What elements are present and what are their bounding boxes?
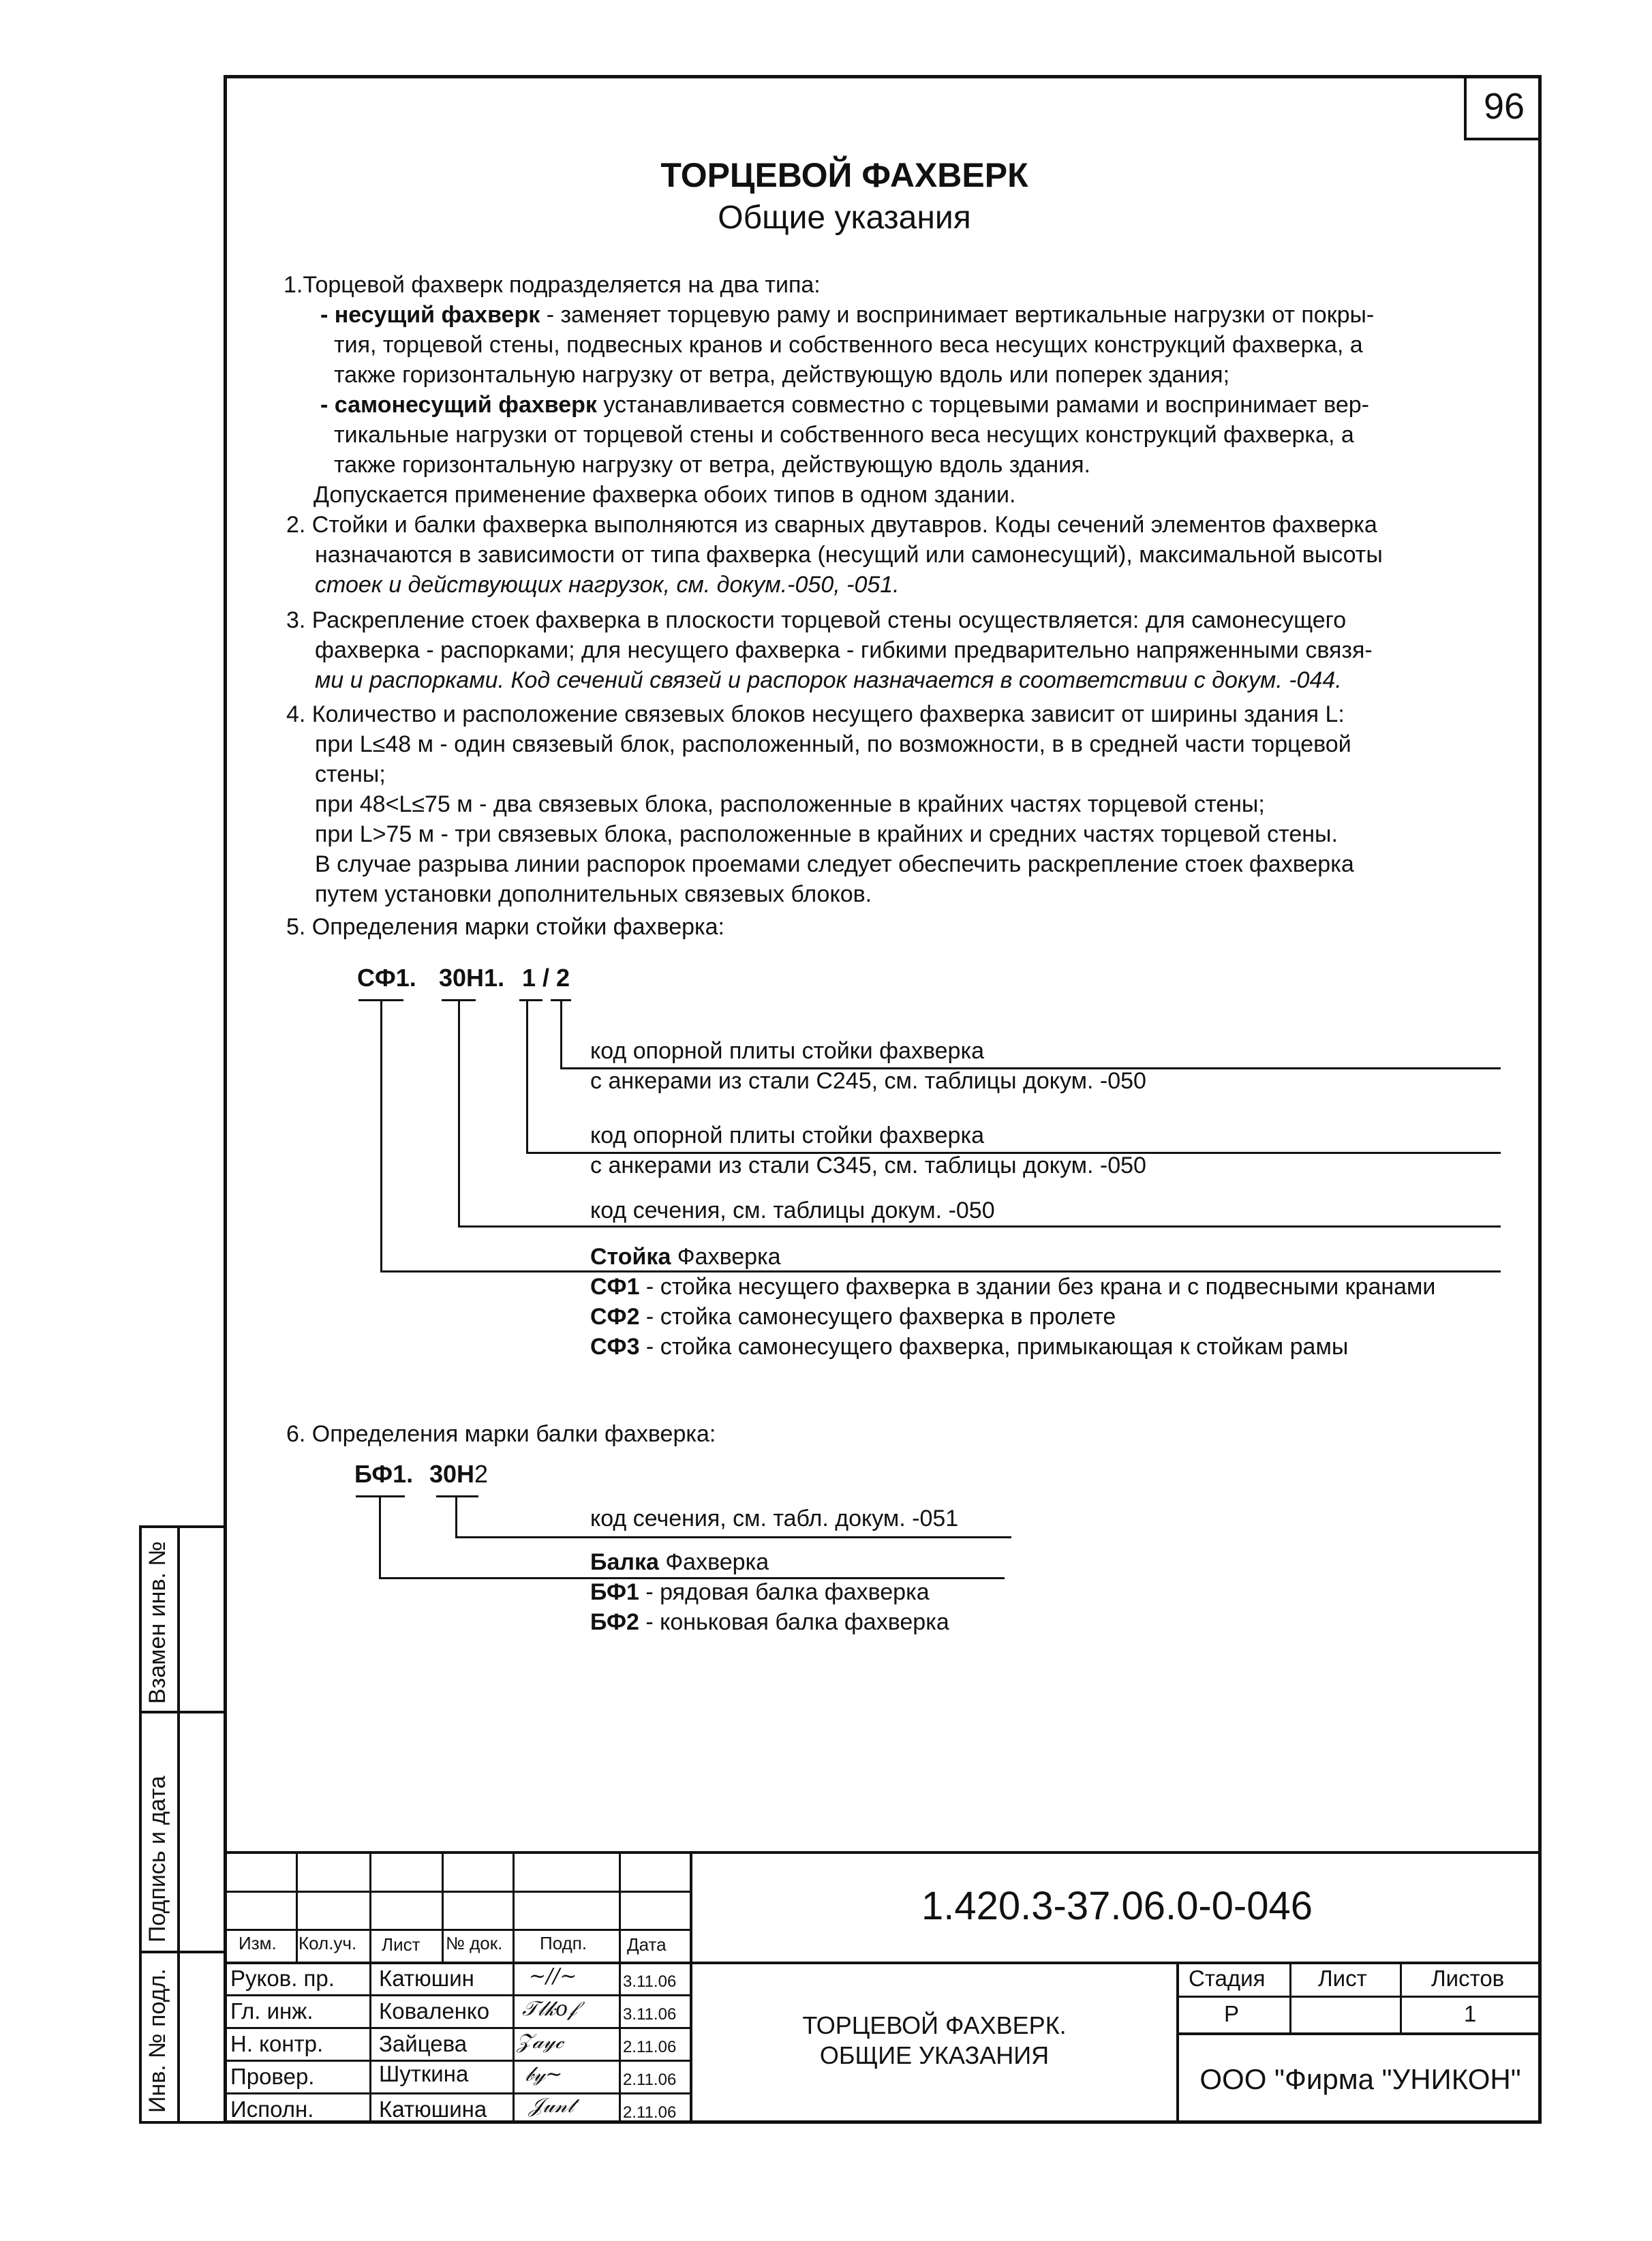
tb-row1-name: Катюшин — [379, 1966, 474, 1991]
tick-1 — [519, 999, 542, 1001]
beam-type-2-text: - коньковая балка фахверка — [639, 1609, 949, 1635]
doc-name — [692, 2011, 1176, 2071]
tb-v-izm — [296, 1851, 298, 1963]
p4-line2: при L≤48 м - один связевый блок, расположенный, по возможности, в в средней части торцевой — [315, 731, 1351, 757]
tb-row3-role: Н. контр. — [230, 2031, 324, 2056]
tb-row2-name: Коваленко — [379, 1998, 490, 2024]
p1-b-line2: тикальные нагрузки от торцевой стены и собственного веса несущих конструкций фахверка, а — [334, 422, 1354, 448]
doc-code: 1.420.3-37.06.0-0-046 — [921, 1884, 1313, 1928]
column-type-2-text: - стойка самонесущего фахверка в пролете — [639, 1304, 1116, 1330]
margin-replace-inv: Взамен инв. № — [144, 1541, 170, 1704]
column-type-1 — [590, 1272, 1435, 1302]
leader-plate1 — [560, 999, 562, 1069]
leader-section — [458, 999, 460, 1227]
p1-a-line2: тия, торцевой стены, подвесных кранов и собственного веса несущих конструкций фахверка, а — [334, 332, 1363, 358]
tb-row5-role: Исполн. — [230, 2097, 314, 2122]
tb-row4-role: Провер. — [230, 2064, 315, 2089]
margin-divider-2 — [139, 1951, 226, 1953]
tb-h-r4 — [224, 2092, 691, 2094]
margin-divider-1 — [139, 1711, 226, 1713]
tb-row5-name: Катюшина — [379, 2097, 487, 2122]
beam-type-title — [590, 1547, 769, 1577]
beam-type-title-b: Фахверка — [658, 1549, 769, 1575]
beam-mark-part2a: 30Н — [429, 1460, 475, 1488]
beam-leader-section — [455, 1495, 457, 1538]
p4-line6: В случае разрыва линии распорок проемами следует обеспечить раскрепление стоек фахверка — [315, 851, 1354, 877]
leader-type — [380, 999, 382, 1272]
beam-type-2 — [590, 1607, 949, 1637]
beam-section-code-line: код сечения, см. табл. докум. -051 — [590, 1506, 959, 1531]
beam-line-section — [455, 1536, 1011, 1538]
tb-h-stage — [1176, 1996, 1542, 1998]
tb-sheets-value: 1 — [1464, 2001, 1477, 2026]
p3-line2: фахверка - распорками; для несущего фахверка - гибкими предварительно напряженными связя- — [315, 637, 1373, 663]
beam-leader-type — [379, 1495, 381, 1579]
p1-intro: 1.Торцевой фахверк подразделяется на два типа: — [284, 272, 821, 298]
beam-mark-part2 — [429, 1460, 488, 1489]
p6-heading: 6. Определения марки балки фахверка: — [286, 1421, 716, 1447]
tb-header-list: Лист — [382, 1934, 420, 1955]
leader-plate2 — [526, 999, 528, 1153]
p2-line1: 2. Стойки и балки фахверка выполняются из сварных двутавров. Коды сечений элементов фахверка — [286, 512, 1377, 538]
p1-a-line1 — [320, 300, 1374, 330]
tb-row1-signature: ~∕∕~ — [529, 1964, 577, 1988]
tb-h-1 — [224, 1891, 691, 1893]
tb-row1-date: 3.11.06 — [623, 1972, 677, 1991]
tb-header-data: Дата — [627, 1934, 667, 1955]
tb-row3-signature: 𝒵𝒶𝓎𝒸 — [517, 2030, 564, 2054]
tb-row2-signature: 𝒯𝓁𝓀𝑜𝒻 — [522, 1997, 577, 2021]
beam-mark-part1: БФ1. — [354, 1460, 414, 1488]
section-code-line: код сечения, см. таблицы докум. -050 — [590, 1198, 995, 1223]
beam-type-1 — [590, 1577, 930, 1607]
doc-name-line1: ТОРЦЕВОЙ ФАХВЕРК. — [802, 2011, 1067, 2039]
beam-mark-part2b: 2 — [474, 1460, 489, 1488]
p2-line2: назначаются в зависимости от типа фахверка (несущий или самонесущий), максимальной высоты — [315, 542, 1383, 568]
plate1-line1: код опорной плиты стойки фахверка — [590, 1038, 984, 1064]
p1-b-rest: устанавливается совместно с торцевыми рамами и воспринимает вер- — [596, 392, 1369, 418]
tb-stage-value: Р — [1224, 2001, 1240, 2026]
tb-row5-signature: 𝒥𝓊𝓃𝓉 — [529, 2094, 575, 2118]
page-title: ТОРЦЕВОЙ ФАХВЕРК — [660, 156, 1028, 194]
tb-v-stage — [1289, 1962, 1291, 2034]
column-type-3-text: - стойка самонесущего фахверка, примыкающая к стойкам рамы — [639, 1334, 1349, 1360]
tb-header-ndoc: № док. — [446, 1933, 503, 1953]
margin-inv-orig: Инв. № подл. — [144, 1968, 170, 2113]
tb-row1-role: Руков. пр. — [230, 1966, 335, 1991]
tb-row2-role: Гл. инж. — [230, 1998, 313, 2024]
p3-line3: ми и распорками. Код сечений связей и распорок назначается в соответствии с докум. -044. — [315, 667, 1342, 693]
p1-b-line1 — [320, 390, 1369, 420]
tb-h-r1 — [224, 1994, 691, 1996]
tb-sheet-label: Лист — [1318, 1966, 1367, 1991]
column-type-1-text: - стойка несущего фахверка в здании без крана и с подвесными кранами — [639, 1274, 1436, 1300]
plate1-line2: с анкерами из стали С245, см. таблицы докум. -050 — [590, 1068, 1146, 1094]
p1-a-line3: также горизонтальную нагрузку от ветра, действующую вдоль или поперек здания; — [334, 362, 1230, 388]
column-type-2-code: СФ2 — [590, 1304, 640, 1330]
p1-end: Допускается применение фахверка обоих типов в одном здании. — [313, 482, 1016, 508]
p4-line5: при L>75 м - три связевых блока, расположенные в крайних и средних частях торцевой стены. — [315, 821, 1338, 847]
plate2-line1: код опорной плиты стойки фахверка — [590, 1123, 984, 1148]
tb-row3-date: 2.11.06 — [623, 2038, 677, 2056]
doc-name-line2: ОБЩИЕ УКАЗАНИЯ — [819, 2041, 1050, 2069]
tb-header-podp: Подп. — [540, 1933, 587, 1953]
p3-line1: 3. Раскрепление стоек фахверка в плоскости торцевой стены осуществляется: для самонесущего — [286, 607, 1347, 633]
column-type-title-a: Стойка — [590, 1244, 671, 1270]
p4-line7: путем установки дополнительных связевых блоков. — [315, 881, 872, 907]
p5-heading: 5. Определения марки стойки фахверка: — [286, 914, 724, 940]
p1-b-line3: также горизонтальную нагрузку от ветра, действующую вдоль здания. — [334, 452, 1090, 478]
tb-h-2 — [224, 1929, 691, 1931]
beam-type-title-a: Балка — [590, 1549, 659, 1575]
page-number: 96 — [1464, 75, 1542, 140]
tb-h-r2 — [224, 2027, 691, 2029]
tb-row3-name: Зайцева — [379, 2031, 468, 2056]
column-mark-part2: 30Н1. — [439, 964, 505, 992]
tb-row4-signature: 𝒷𝓎∼ — [525, 2062, 563, 2086]
tb-row4-date: 2.11.06 — [623, 2071, 677, 2089]
column-type-3-code: СФ3 — [590, 1334, 640, 1360]
column-mark-part1: СФ1. — [357, 964, 416, 992]
p1-b-term: - самонесущий фахверк — [320, 392, 597, 418]
tb-header-izm: Изм. — [239, 1933, 277, 1953]
margin-sign-date: Подпись и дата — [144, 1775, 170, 1942]
p4-line4: при 48<L≤75 м - два связевых блока, расположенные в крайних частях торцевой стены; — [315, 791, 1265, 817]
p4-line3: стены; — [315, 761, 386, 787]
tb-header-kol: Кол.уч. — [299, 1933, 357, 1953]
column-type-2 — [590, 1302, 1116, 1332]
p1-a-term: - несущий фахверк — [320, 302, 540, 328]
column-type-1-code: СФ1 — [590, 1274, 640, 1300]
column-type-3 — [590, 1332, 1348, 1362]
beam-type-1-code: БФ1 — [590, 1579, 639, 1605]
tb-row2-date: 3.11.06 — [623, 2005, 677, 2024]
beam-type-1-text: - рядовая балка фахверка — [639, 1579, 930, 1605]
tick-30h2 — [436, 1495, 478, 1497]
tb-row5-date: 2.11.06 — [623, 2103, 677, 2122]
tb-sheets-label: Листов — [1431, 1966, 1505, 1991]
p1-a-rest: - заменяет торцевую раму и воспринимает вертикальные нагрузки от покры- — [540, 302, 1375, 328]
page-subtitle: Общие указания — [718, 200, 971, 236]
column-mark-part3: 1 / 2 — [522, 964, 570, 992]
column-type-title-b: Фахверка — [671, 1244, 781, 1270]
beam-type-2-code: БФ2 — [590, 1609, 639, 1635]
p4-line1: 4. Количество и расположение связевых блоков несущего фахверка зависит от ширины здания L: — [286, 701, 1345, 727]
tb-row4-name: Шуткина — [379, 2061, 469, 2086]
tb-v-list — [442, 1851, 444, 1963]
tb-company: ООО "Фирма "УНИКОН" — [1199, 2063, 1521, 2095]
line-section — [458, 1225, 1501, 1228]
tb-h-header — [224, 1962, 1542, 1964]
plate2-line2: с анкерами из стали С345, см. таблицы докум. -050 — [590, 1153, 1146, 1178]
tb-v-sheet — [1400, 1962, 1402, 2034]
column-type-title — [590, 1242, 781, 1272]
p2-line3: стоек и действующих нагрузок, см. докум.-050, -051. — [315, 572, 900, 598]
tb-stage-label: Стадия — [1189, 1966, 1266, 1991]
